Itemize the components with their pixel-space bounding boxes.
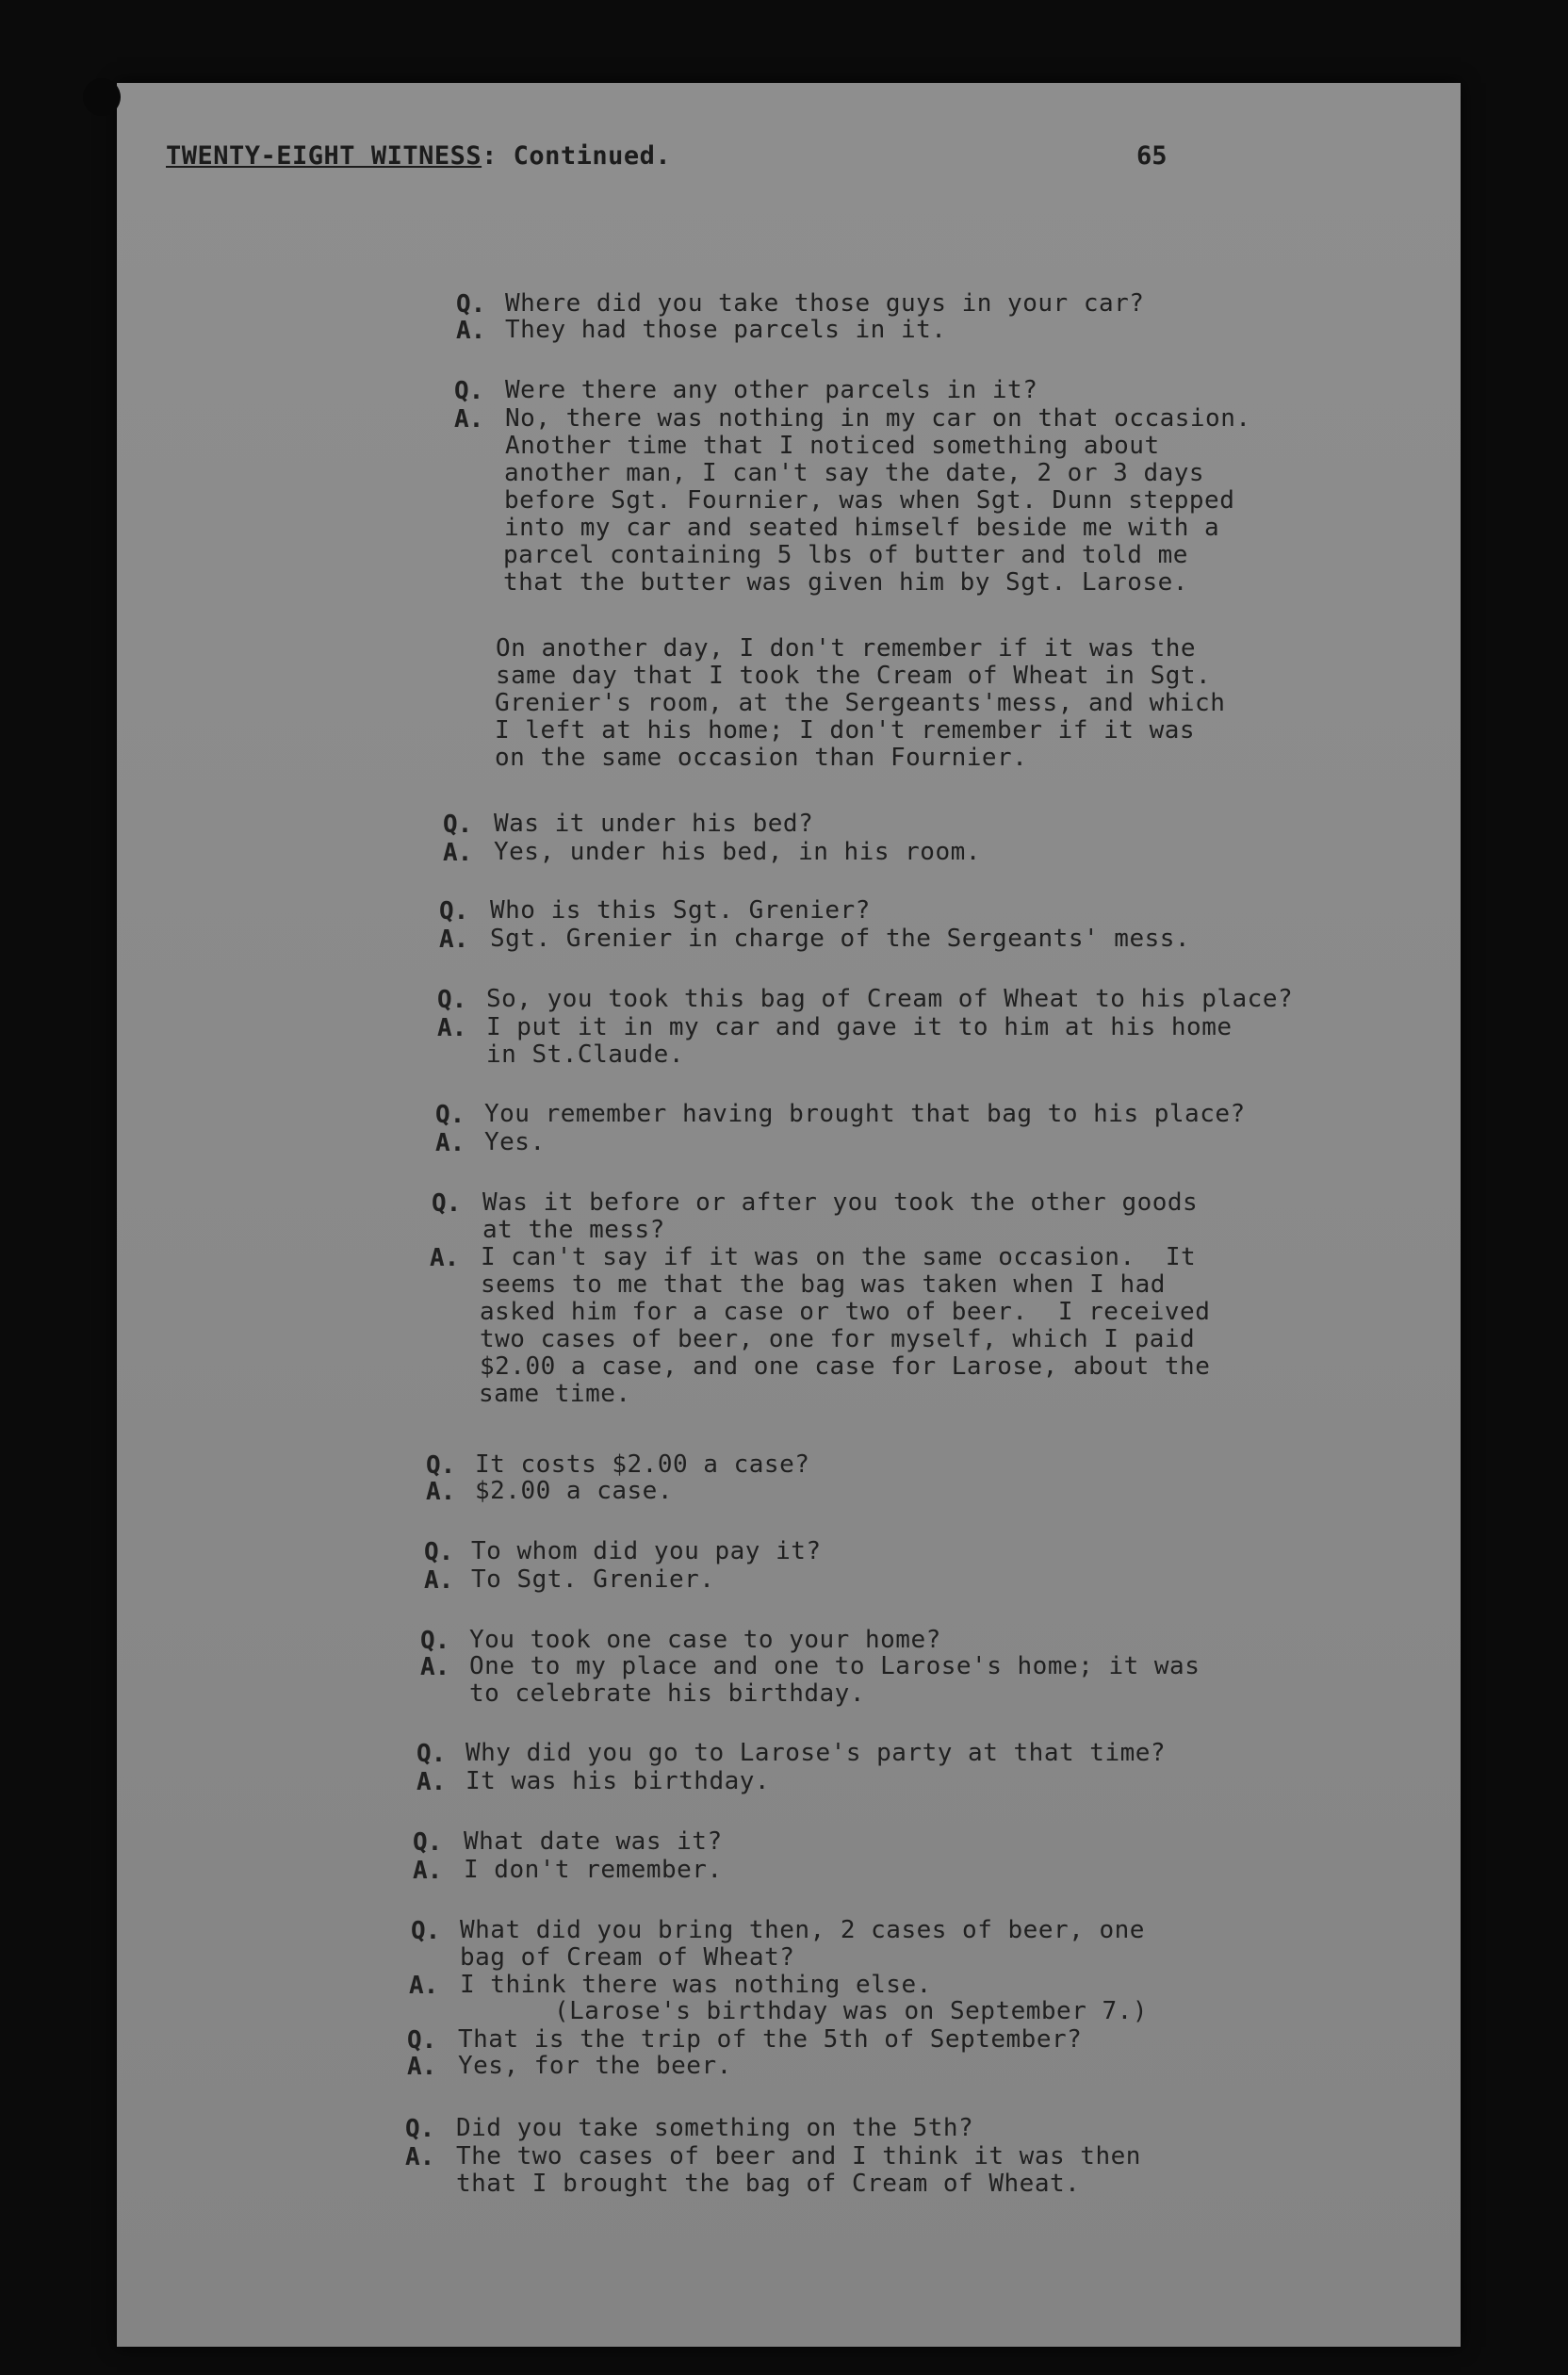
question-marker: Q.: [405, 2115, 435, 2143]
testimony-line: Grenier's room, at the Sergeants'mess, and which: [495, 689, 1226, 717]
question-marker: Q.: [437, 986, 467, 1014]
page-number: 65: [1136, 141, 1168, 171]
answer-line: Sgt. Grenier in charge of the Sergeants' mess.: [490, 925, 1191, 953]
answer-marker: A.: [407, 2053, 437, 2081]
question-line: Were there any other parcels in it?: [505, 376, 1038, 404]
answer-marker: A.: [405, 2143, 435, 2171]
question-line: Did you take something on the 5th?: [456, 2114, 974, 2142]
answer-marker: A.: [456, 317, 486, 345]
question-marker: Q.: [413, 1828, 443, 1857]
answer-line: I put it in my car and gave it to him at his home: [486, 1013, 1233, 1041]
answer-line: $2.00 a case.: [475, 1477, 673, 1505]
answer-line: that I brought the bag of Cream of Wheat.: [456, 2170, 1081, 2198]
testimony-line: on the same occasion than Fournier.: [495, 744, 1028, 772]
question-marker: Q.: [454, 377, 484, 405]
answer-marker: A.: [437, 1014, 467, 1042]
answer-line: that the butter was given him by Sgt. Larose.: [503, 568, 1188, 597]
question-marker: Q.: [456, 290, 486, 319]
question-line: It costs $2.00 a case?: [475, 1450, 810, 1479]
answer-line: One to my place and one to Larose's home; it was: [469, 1652, 1200, 1680]
answer-marker: A.: [420, 1653, 450, 1681]
question-marker: Q.: [435, 1101, 466, 1129]
question-line: Was it before or after you took the other goods: [482, 1188, 1199, 1217]
testimony-line: I left at his home; I don't remember if it was: [495, 716, 1196, 745]
answer-line: No, there was nothing in my car on that occasion.: [505, 404, 1251, 433]
answer-line: I don't remember.: [464, 1856, 723, 1884]
question-line: Where did you take those guys in your car?: [505, 289, 1145, 318]
punch-hole: [83, 78, 121, 116]
testimony-line: same day that I took the Cream of Wheat in Sgt.: [496, 662, 1212, 690]
question-line: So, you took this bag of Cream of Wheat to his place?: [486, 985, 1294, 1013]
testimony-line: On another day, I don't remember if it was the: [496, 634, 1197, 663]
question-marker: Q.: [424, 1538, 454, 1566]
question-line: Who is this Sgt. Grenier?: [490, 896, 871, 925]
answer-line: in St.Claude.: [486, 1040, 684, 1069]
question-line: at the mess?: [482, 1216, 665, 1244]
testimony-line: (Larose's birthday was on September 7.): [554, 1997, 1148, 2025]
answer-line: The two cases of beer and I think it was then: [456, 2142, 1141, 2170]
answer-line: Another time that I noticed something about: [505, 432, 1160, 460]
question-marker: Q.: [416, 1740, 447, 1768]
answer-line: seems to me that the bag was taken when I had: [481, 1270, 1166, 1299]
answer-marker: A.: [424, 1566, 454, 1595]
question-line: Was it under his bed?: [494, 810, 814, 838]
answer-line: another man, I can't say the date, 2 or 3 days: [504, 459, 1205, 487]
answer-line: to celebrate his birthday.: [469, 1679, 865, 1708]
answer-line: They had those parcels in it.: [505, 316, 947, 344]
answer-line: It was his birthday.: [466, 1767, 771, 1795]
question-line: To whom did you pay it?: [471, 1537, 822, 1565]
question-line: bag of Cream of Wheat?: [460, 1943, 795, 1972]
answer-line: before Sgt. Fournier, was when Sgt. Dunn stepped: [504, 486, 1235, 515]
question-line: Why did you go to Larose's party at that time?: [466, 1739, 1167, 1767]
answer-marker: A.: [413, 1857, 443, 1885]
answer-line: Yes.: [484, 1128, 546, 1156]
question-marker: Q.: [439, 897, 469, 925]
answer-line: parcel containing 5 lbs of butter and told me: [503, 541, 1188, 569]
witness-heading: TWENTY-EIGHT WITNESS: [166, 141, 482, 171]
continued-label: : Continued.: [482, 141, 672, 171]
answer-line: To Sgt. Grenier.: [471, 1565, 715, 1594]
question-line: You took one case to your home?: [469, 1626, 941, 1654]
question-line: You remember having brought that bag to his place?: [484, 1100, 1246, 1128]
question-line: What date was it?: [464, 1827, 723, 1856]
answer-marker: A.: [430, 1244, 460, 1272]
question-line: What did you bring then, 2 cases of beer, one: [460, 1916, 1145, 1944]
question-marker: Q.: [443, 811, 473, 839]
question-marker: Q.: [426, 1451, 456, 1480]
answer-line: I can't say if it was on the same occasion. It: [481, 1243, 1197, 1271]
answer-marker: A.: [439, 925, 469, 954]
answer-line: I think there was nothing else.: [460, 1971, 932, 1999]
answer-marker: A.: [409, 1972, 439, 2000]
answer-marker: A.: [443, 839, 473, 867]
answer-line: $2.00 a case, and one case for Larose, about the: [480, 1352, 1211, 1381]
answer-marker: A.: [454, 405, 484, 434]
answer-line: Yes, under his bed, in his room.: [494, 838, 981, 866]
answer-line: into my car and seated himself beside me with a: [504, 514, 1220, 542]
answer-marker: A.: [435, 1129, 466, 1157]
answer-line: two cases of beer, one for myself, which I paid: [480, 1325, 1196, 1353]
question-marker: Q.: [420, 1627, 450, 1655]
page-header-title: [166, 141, 671, 171]
answer-line: asked him for a case or two of beer. I received: [480, 1298, 1211, 1326]
question-line: That is the trip of the 5th of September?: [458, 2025, 1083, 2054]
question-marker: Q.: [411, 1917, 441, 1945]
answer-line: Yes, for the beer.: [458, 2052, 732, 2080]
answer-marker: A.: [416, 1768, 447, 1796]
question-marker: Q.: [432, 1189, 462, 1218]
answer-marker: A.: [426, 1478, 456, 1506]
answer-line: same time.: [479, 1380, 631, 1408]
question-marker: Q.: [407, 2026, 437, 2055]
